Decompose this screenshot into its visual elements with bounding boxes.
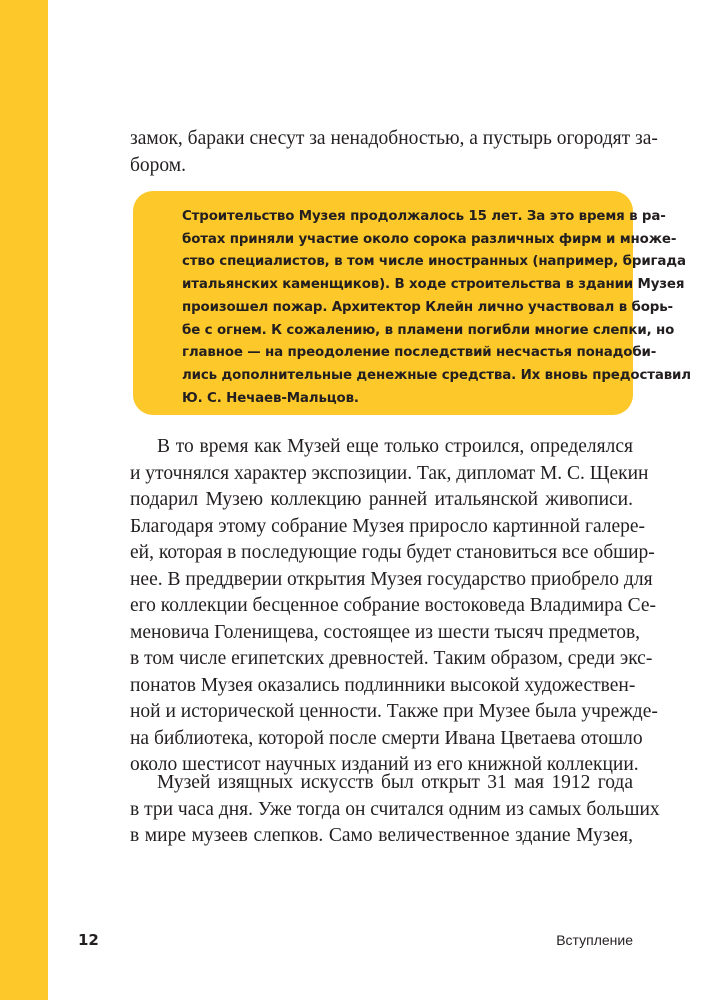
text-line: бором.	[130, 154, 187, 176]
page-number: 12	[78, 931, 99, 949]
body-paragraph-3	[130, 770, 660, 850]
highlight-callout-box	[133, 191, 691, 415]
text-line: Музей изящных искусств был открыт 31 мая 1912 года	[157, 772, 633, 793]
side-color-stripe	[0, 0, 48, 1000]
text-line: в том числе египетских древностей. Таким образом, среди экс-	[130, 648, 653, 669]
callout-line: лись дополнительные денежные средства. Их вновь предоставил	[182, 367, 691, 383]
text-line: нее. В преддверии открытия Музея государство приобрело для	[130, 568, 653, 590]
running-section-title: Вступление	[556, 932, 633, 948]
text-line: в мире музеев слепков. Само величественное здание Музея,	[130, 825, 633, 846]
text-line: около шестисот научных изданий из его книжной коллекции.	[130, 754, 639, 775]
text-line: на библиотека, которой после смерти Ивана Цветаева отошло	[130, 727, 643, 749]
callout-line: произошел пожар. Архитектор Клейн лично участвовал в борь-	[182, 299, 673, 315]
callout-line: Ю. С. Нечаев-Мальцов.	[182, 390, 359, 406]
callout-line: главное — на преодоление последствий несчастья понадоби-	[182, 345, 657, 361]
callout-line: ство специалистов, в том числе иностранных (например, бригада	[182, 254, 686, 270]
callout-line: бе с огнем. К сожалению, в пламени погибли многие слепки, но	[182, 322, 675, 338]
text-line: его коллекции бесценное собрание востоковеда Владимира Се-	[130, 595, 656, 616]
callout-line: ботах приняли участие около сорока различных фирм и множе-	[182, 231, 677, 247]
text-line: ной и исторической ценности. Также при Музее была учрежде-	[130, 701, 658, 722]
text-line: подарил Музею коллекцию ранней итальянской живописи.	[130, 489, 633, 510]
body-paragraph-2	[130, 434, 658, 779]
text-line: и уточнялся характер экспозиции. Так, дипломат М. С. Щекин	[130, 462, 649, 484]
callout-line: Строительство Музея продолжалось 15 лет. За это время в ра-	[182, 209, 666, 224]
body-paragraph-top	[130, 126, 658, 179]
text-line: замок, бараки снесут за ненадобностью, а пустырь огородят за-	[130, 128, 658, 149]
text-line: в три часа дня. Уже тогда он считался одним из самых больших	[130, 798, 660, 820]
text-line: ей, которая в последующие годы будет становиться все обшир-	[130, 542, 655, 563]
text-line: Благодаря этому собрание Музея приросло картинной галере-	[130, 515, 646, 537]
text-line: понатов Музея оказались подлинники высокой художествен-	[130, 674, 636, 696]
text-line: В то время как Музей еще только строился, определялся	[157, 436, 633, 457]
text-line: меновича Голенищева, состоящее из шести тысяч предметов,	[130, 621, 641, 643]
callout-text	[182, 206, 691, 410]
callout-line: итальянских каменщиков). В ходе строительства в здании Музея	[182, 277, 685, 293]
